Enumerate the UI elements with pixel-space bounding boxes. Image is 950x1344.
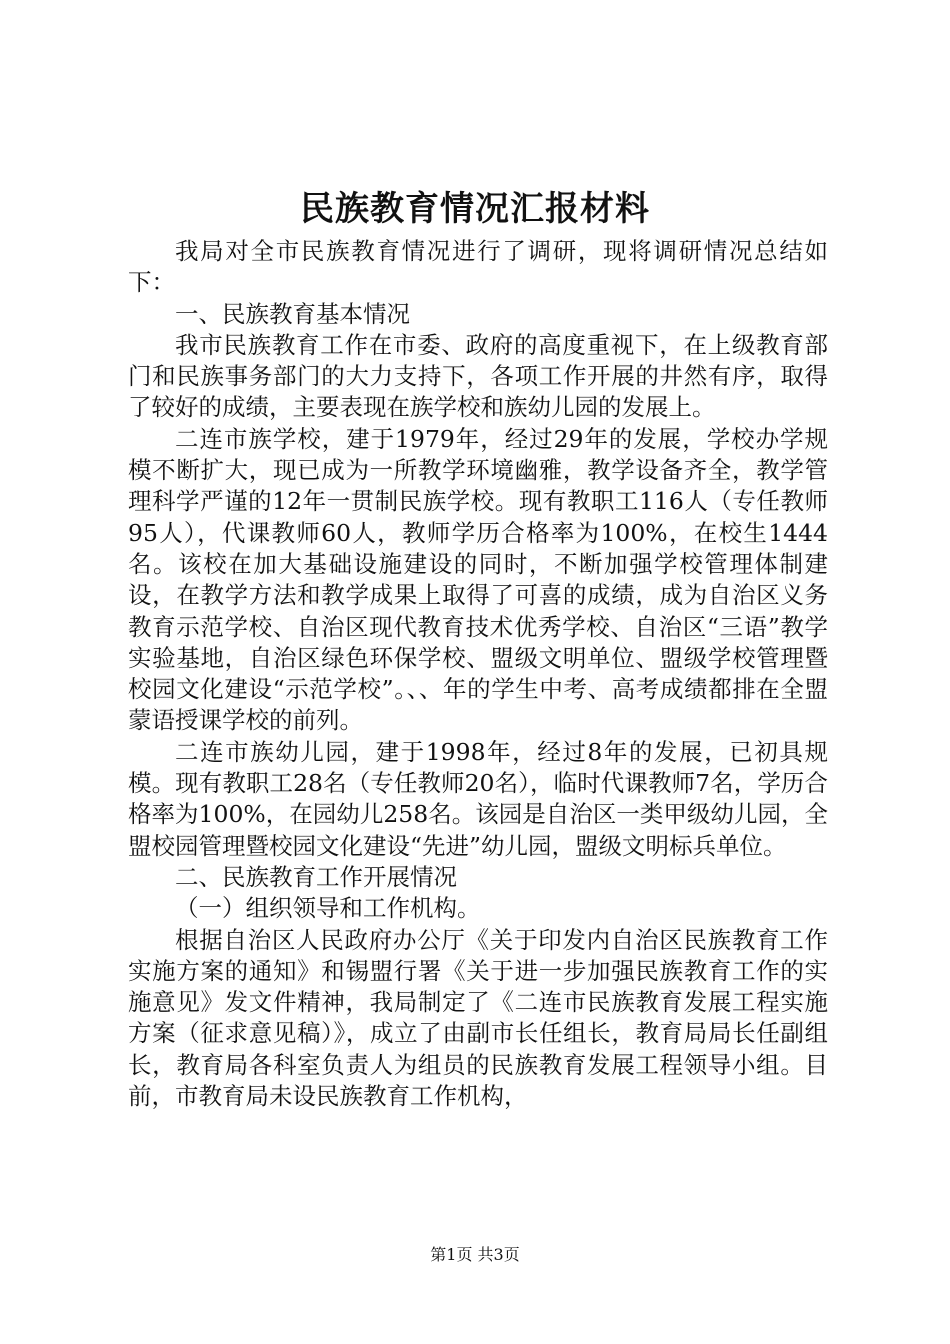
page-footer: 第1页 共3页 — [430, 1245, 520, 1264]
paragraph-organization: 根据自治区人民政府办公厅《关于印发内自治区民族教育工作实施方案的通知》和锡盟行署《关于进一步加强民族教育工作的实施意见》发文件精神，我局制定了《二连市民族教育发展工程实施方案（征求意见稿）》，成立了由副市长任组长，教育局局长任副组长，教育局各科室负责人为组员的民族教育发展工程领导小组。目前，市教育局未设民族教育工作机构， — [128, 925, 828, 1111]
paragraph-overview: 我市民族教育工作在市委、政府的高度重视下，在上级教育部门和民族事务部门的大力支持下，各项工作开展的井然有序，取得了较好的成绩，主要表现在族学校和族幼儿园的发展上。 — [128, 330, 828, 422]
paragraph-school: 二连市族学校，建于1979年，经过29年的发展，学校办学规模不断扩大，现已成为一所教学环境幽雅，教学设备齐全，教学管理科学严谨的12年一贯制民族学校。现有教职工116人（专任教师95人），代课教师60人，教师学历合格率为100%，在校生1444名。该校在加大基础设施建设的同时，不断加强学校管理体制建设，在教学方法和教学成果上取得了可喜的成绩，成为自治区义务教育示范学校、自治区现代教育技术优秀学校、自治区“三语”教学实验基地，自治区绿色环保学校、盟级文明单位、盟级学校管理暨校园文化建设“示范学校”。、、年的学生中考、高考成绩都排在全盟蒙语授课学校的前列。 — [128, 424, 828, 735]
paragraph-kindergarten: 二连市族幼儿园，建于1998年，经过8年的发展，已初具规模。现有教职工28名（专任教师20名），临时代课教师7名，学历合格率为100%，在园幼儿258名。该园是自治区一类甲级幼儿园，全盟校园管理暨校园文化建设“先进”幼儿园，盟级文明标兵单位。 — [128, 737, 828, 860]
section-heading-1: 一、民族教育基本情况 — [175, 299, 410, 328]
paragraph-intro: 我局对全市民族教育情况进行了调研，现将调研情况总结如下： — [128, 237, 828, 297]
subsection-heading-1: （一）组织领导和工作机构。 — [175, 894, 481, 923]
document-body — [128, 236, 828, 1112]
section-heading-2: 二、民族教育工作开展情况 — [175, 862, 457, 891]
document-title: 民族教育情况汇报材料 — [300, 189, 650, 229]
